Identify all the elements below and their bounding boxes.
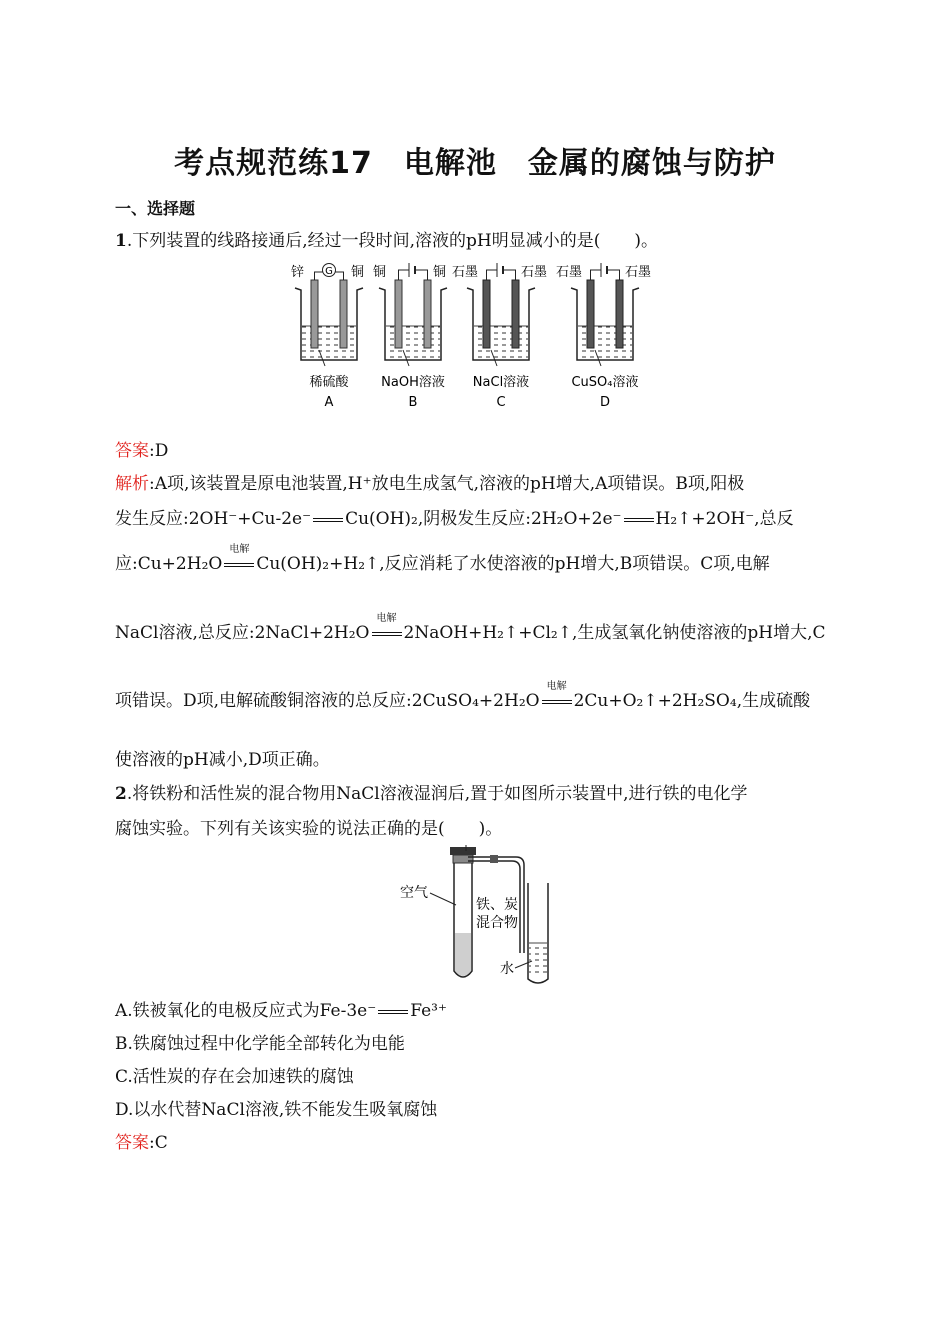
equals-sign — [376, 1000, 410, 1022]
solution-label: CuSO₄溶液 — [571, 375, 639, 390]
option-letter: B — [408, 395, 418, 410]
galvanometer-label: G — [325, 266, 333, 277]
option-letter: A — [324, 395, 334, 410]
solution-label: NaOH溶液 — [381, 375, 445, 390]
answer-label: 答案 — [115, 441, 149, 461]
answer-label: 答案 — [115, 1133, 149, 1153]
option-c: C.活性炭的存在会加速铁的腐蚀 — [115, 1067, 354, 1087]
figure-electrolysis-beakers — [285, 258, 665, 410]
question-number: 2 — [115, 784, 127, 804]
question-text: .下列装置的线路接通后,经过一段时间,溶液的pH明显减小的是( )。 — [126, 231, 659, 251]
equals-sign — [311, 508, 345, 530]
mixture-label: 铁、炭 — [476, 897, 518, 913]
question-2-stem: 2.将铁粉和活性炭的混合物用NaCl溶液湿润后,置于如图所示装置中,进行铁的电化学 — [115, 784, 748, 804]
figure-corrosion-apparatus — [398, 843, 558, 988]
electrolysis-equals-sign: 电解 — [540, 690, 574, 712]
option-a: A.铁被氧化的电极反应式为Fe-3e⁻ Fe³⁺ — [115, 1001, 447, 1021]
option-letter: D — [599, 395, 611, 410]
beaker-c — [452, 263, 547, 410]
electrode-label: 石墨 — [521, 265, 548, 280]
solution-label: NaCl溶液 — [472, 375, 530, 390]
electrode-label: 铜 — [351, 265, 365, 280]
analysis-line: 应:Cu+2H₂O 电解 Cu(OH)₂+H₂↑,反应消耗了水使溶液的pH增大,B项错误。C项,电解 — [115, 544, 770, 574]
beaker-b — [373, 263, 447, 410]
air-label: 空气 — [400, 885, 428, 901]
electrode-label: 石墨 — [452, 265, 479, 280]
beaker-d — [556, 263, 651, 410]
analysis-line: 项错误。D项,电解硫酸铜溶液的总反应:2CuSO₄+2H₂O 电解 2Cu+O₂↑+2H₂SO₄,生成硫酸 — [115, 681, 811, 711]
electrode-label: 锌 — [291, 265, 305, 280]
electrode-label: 铜 — [373, 265, 387, 280]
water-label: 水 — [500, 961, 514, 977]
question-2-stem-cont: 腐蚀实验。下列有关该实验的说法正确的是( )。 — [115, 819, 503, 839]
question-1-stem — [115, 230, 835, 252]
answer-1: 答案:D — [115, 441, 169, 461]
analysis-label: 解析 — [115, 474, 149, 494]
answer-2: 答案:C — [115, 1133, 168, 1153]
electrolysis-equals-sign: 电解 — [222, 553, 256, 575]
analysis-line: 使溶液的pH减小,D项正确。 — [115, 750, 330, 770]
option-d: D.以水代替NaCl溶液,铁不能发生吸氧腐蚀 — [115, 1100, 438, 1120]
electrode-label: 石墨 — [625, 265, 652, 280]
electrode-label: 石墨 — [556, 265, 583, 280]
section-heading: 一、选择题 — [115, 199, 196, 218]
electrolysis-equals-sign: 电解 — [370, 622, 404, 644]
page-title: 考点规范练17 电解池 金属的腐蚀与防护 — [174, 146, 776, 181]
electrode-label: 铜 — [433, 265, 447, 280]
solution-label: 稀硫酸 — [309, 375, 349, 390]
question-number: 1 — [115, 231, 127, 251]
analysis-line: 发生反应:2OH⁻+Cu-2e⁻ Cu(OH)₂,阴极发生反应:2H₂O+2e⁻ H₂↑+2OH⁻,总反 — [115, 509, 794, 529]
option-b: B.铁腐蚀过程中化学能全部转化为电能 — [115, 1034, 405, 1054]
equals-sign — [622, 508, 656, 530]
analysis-line: NaCl溶液,总反应:2NaCl+2H₂O 电解 2NaOH+H₂↑+Cl₂↑,生成氢氧化钠使溶液的pH增大,C — [115, 613, 826, 643]
mixture-label: 混合物 — [476, 915, 518, 931]
beaker-a — [291, 264, 364, 411]
option-letter: C — [496, 395, 506, 410]
analysis-line: 解析:A项,该装置是原电池装置,H⁺放电生成氢气,溶液的pH增大,A项错误。B项,阳极 — [115, 474, 745, 494]
